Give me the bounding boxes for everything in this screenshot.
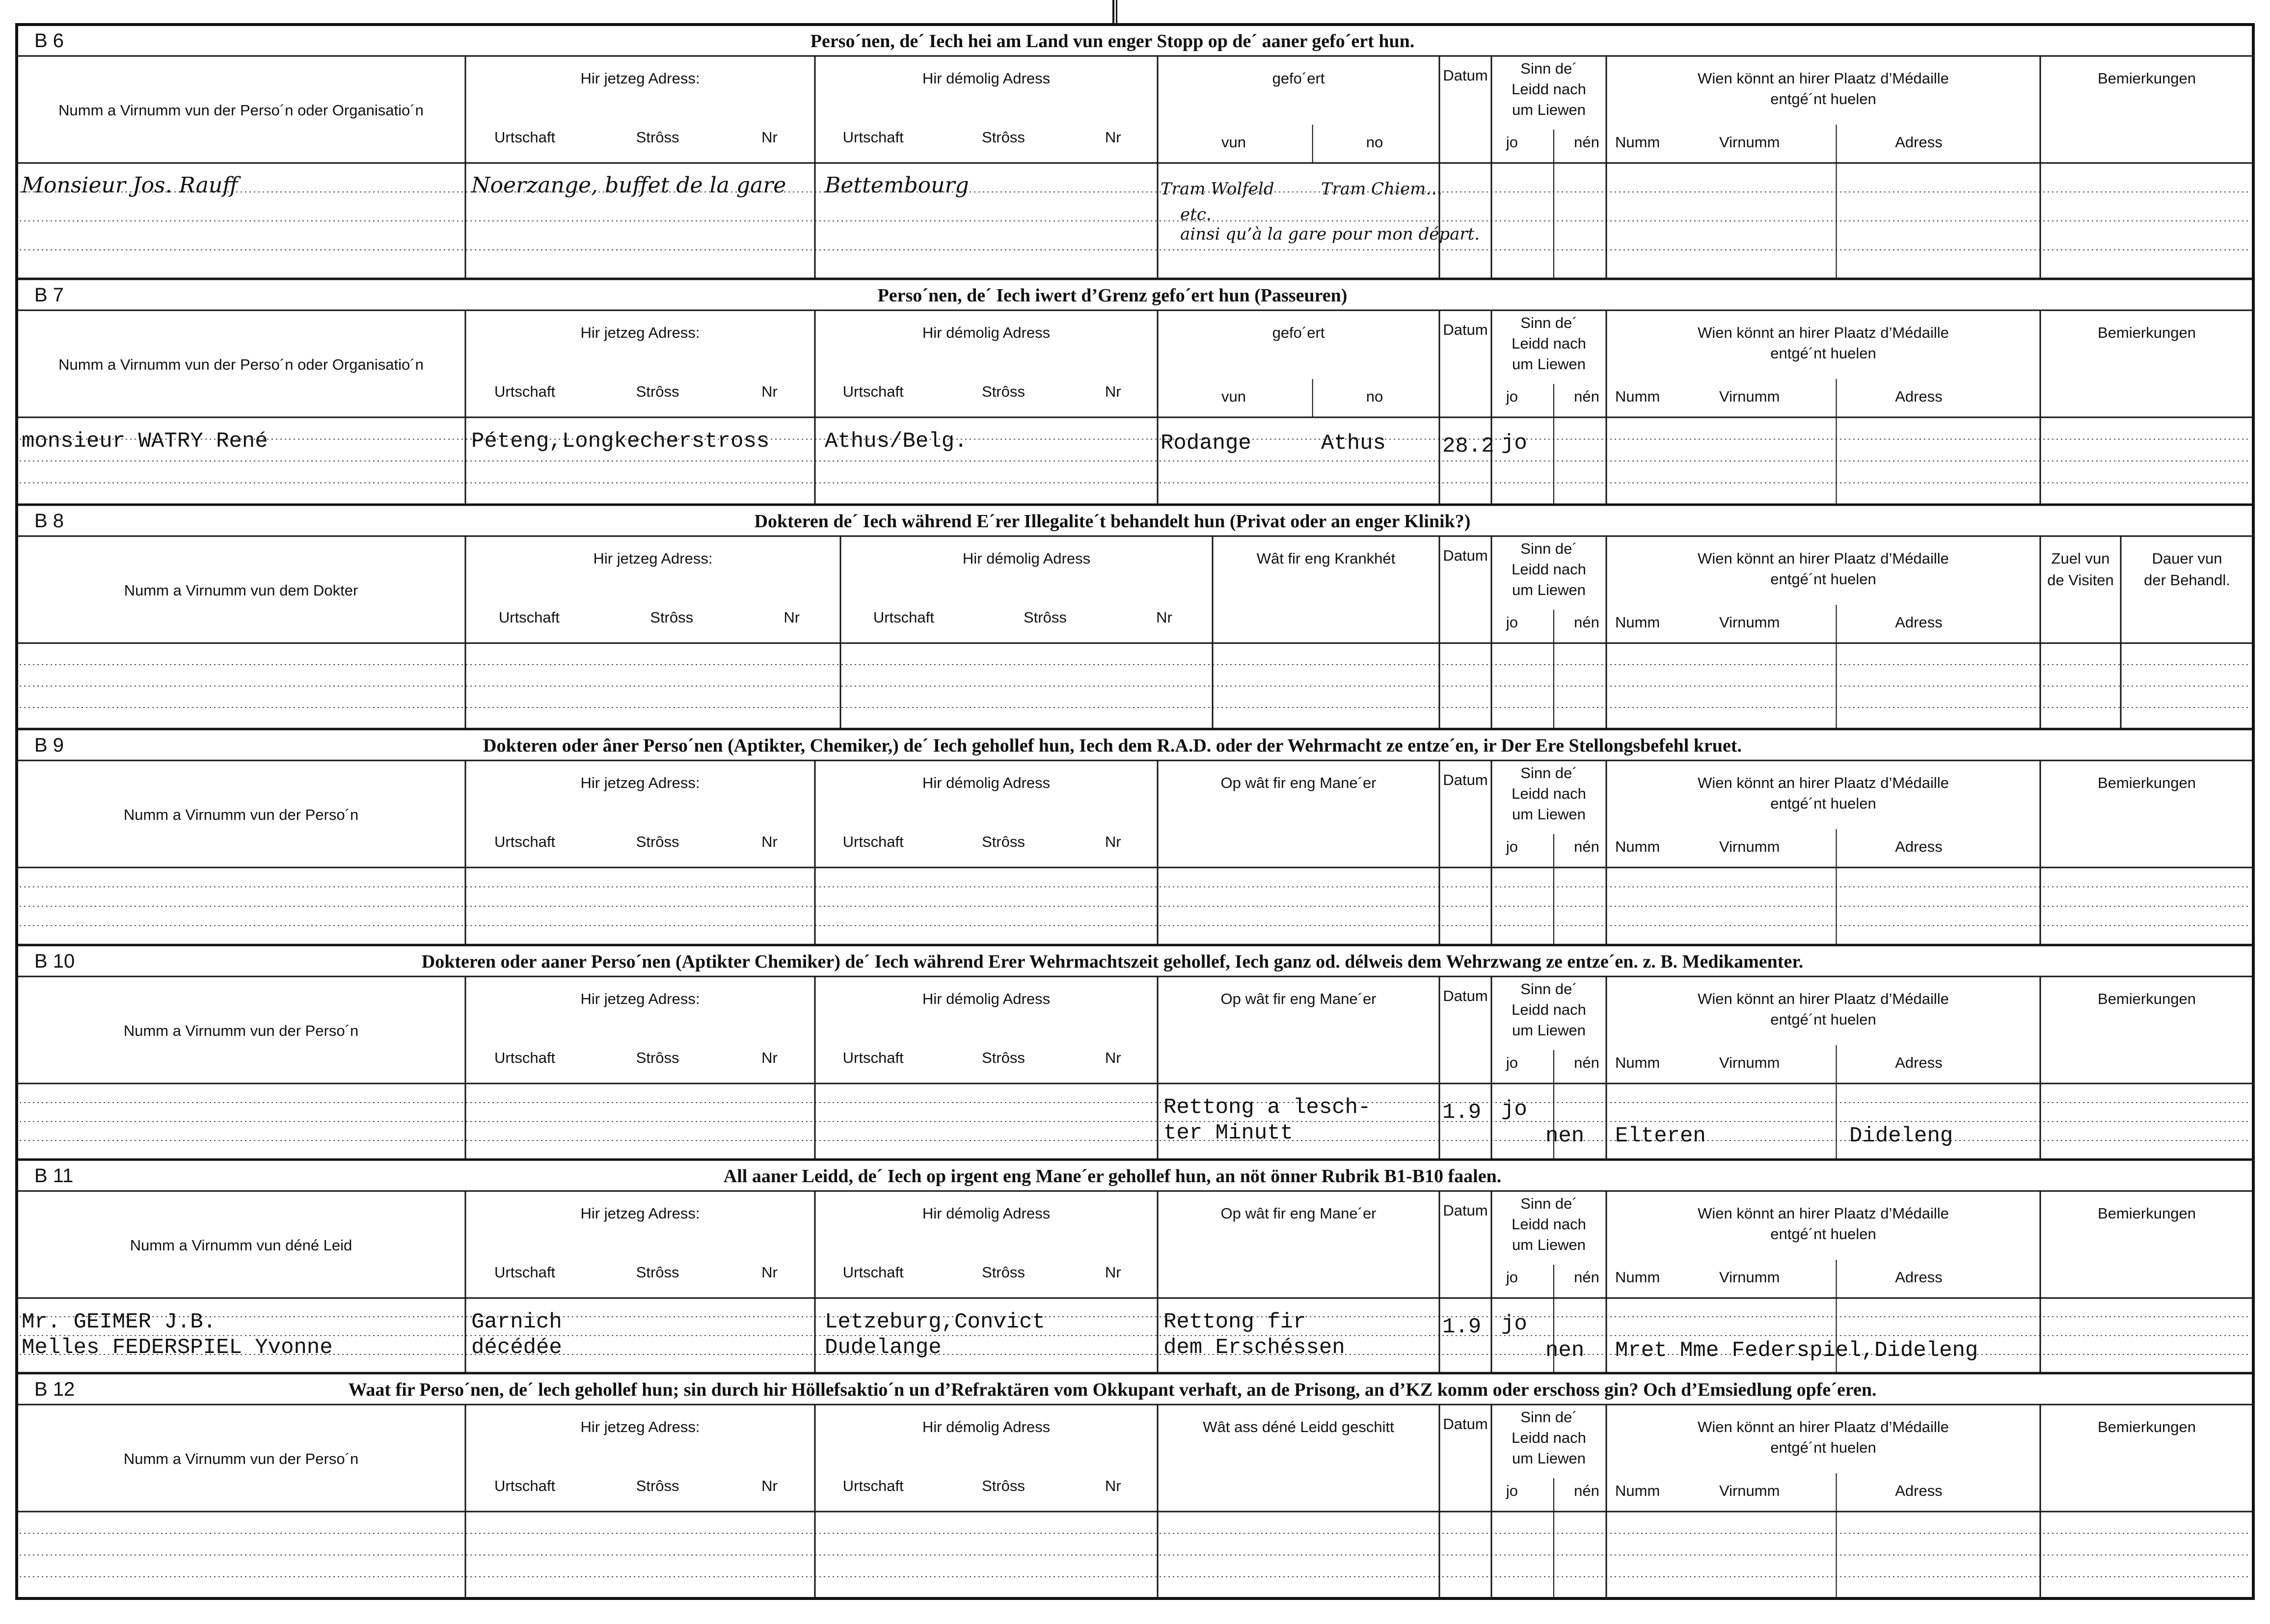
section-code: B 12 [34, 1379, 75, 1400]
value-current-address: Garnich [471, 1310, 562, 1334]
header-jo: jo [1506, 134, 1518, 151]
value-vun: Rodange [1161, 431, 1251, 456]
header-nr: Nr [761, 833, 778, 850]
section-code: B 11 [34, 1165, 74, 1187]
header-datum: Datum [1443, 67, 1488, 84]
value-current-address: décédée [471, 1335, 562, 1360]
value-datum: 1.9 [1442, 1100, 1482, 1125]
header-urtschaft: Urtschaft [842, 383, 904, 400]
value-former-address: Athus/Belg. [825, 429, 968, 454]
section-title: Waat fir Perso´nen, de´ lech gehollef hun; sin durch hir Höllefsaktio´n un d’Refraktären vom Okkupant verhaft, an de Prisong, an d’KZ komm oder erschoss gin? Och d’Emsiedlung opfe´eren. [348, 1380, 1877, 1400]
header-sinn: um Liewen [1512, 1450, 1586, 1467]
header-former-address: Hir démolig Adress [922, 70, 1051, 87]
value-name: Melles FEDERSPIEL Yvonne [22, 1335, 333, 1360]
header-datum: Datum [1443, 547, 1488, 564]
header-nr: Nr [761, 1264, 778, 1281]
header-sinn: Leidd nach [1512, 1001, 1586, 1018]
header-former-address: Hir démolig Adress [922, 774, 1051, 791]
value-name: monsieur WATRY René [22, 429, 268, 454]
header-stross: Strôss [981, 1049, 1025, 1066]
header-urtschaft: Urtschaft [494, 833, 556, 850]
header-datum: Datum [1443, 771, 1488, 788]
header-numm: Numm [1615, 388, 1660, 405]
value-manner: Rettong a lesch- [1163, 1095, 1371, 1120]
header-adress: Adress [1895, 838, 1943, 855]
header-numm: Numm [1615, 134, 1660, 151]
header-current-address: Hir jetzeg Adress: [580, 1205, 700, 1222]
header-stross: Strôss [981, 129, 1025, 146]
header-sinn: um Liewen [1512, 581, 1586, 598]
header-sinn: Leidd nach [1512, 335, 1586, 352]
header-vun: vun [1221, 134, 1246, 151]
header-stross: Strôss [636, 1264, 679, 1281]
value-former-address: Letzeburg,Convict [825, 1310, 1045, 1334]
header-sinn: um Liewen [1512, 1022, 1586, 1039]
header-no: no [1366, 388, 1383, 405]
header-virnumm: Virnumm [1719, 1269, 1780, 1286]
header-adress: Adress [1895, 614, 1943, 631]
header-sinn: Sinn de´ [1520, 980, 1577, 998]
header-sinn: Leidd nach [1512, 1216, 1586, 1233]
header-sinn: Leidd nach [1512, 561, 1586, 578]
header-nr: Nr [1156, 609, 1172, 626]
header-third: Op wât fir eng Mane´er [1220, 774, 1377, 791]
header-former-address: Hir démolig Adress [922, 324, 1051, 341]
header-wien: entgé´nt huelen [1770, 1011, 1876, 1028]
header-jo: jo [1506, 838, 1518, 855]
header-dauer: Dauer vun [2152, 550, 2222, 567]
header-sinn: Sinn de´ [1520, 1195, 1577, 1212]
header-urtschaft: Urtschaft [842, 1477, 904, 1494]
header-nen: nén [1574, 614, 1599, 631]
value-no: Athus [1321, 431, 1386, 456]
header-nr: Nr [1105, 383, 1121, 400]
header-urtschaft: Urtschaft [494, 383, 556, 400]
header-remarks: Bemierkungen [2098, 1205, 2196, 1222]
header-sinn: Sinn de´ [1520, 1408, 1577, 1426]
header-third: Op wât fir eng Mane´er [1220, 990, 1377, 1007]
header-wien: entgé´nt huelen [1770, 1439, 1876, 1456]
header-sinn: Sinn de´ [1520, 314, 1577, 331]
header-adress: Adress [1895, 1269, 1943, 1286]
header-urtschaft: Urtschaft [873, 609, 934, 626]
header-wien: entgé´nt huelen [1770, 345, 1876, 362]
header-stross: Strôss [981, 833, 1025, 850]
header-nen: nén [1574, 388, 1599, 405]
header-wien: entgé´nt huelen [1770, 1225, 1876, 1243]
header-urtschaft: Urtschaft [842, 833, 904, 850]
header-dauer: der Behandl. [2144, 571, 2230, 589]
header-nen: nén [1574, 134, 1599, 151]
header-virnumm: Virnumm [1719, 838, 1780, 855]
header-former-address: Hir démolig Adress [922, 1205, 1051, 1222]
header-datum: Datum [1443, 1415, 1488, 1433]
header-current-address: Hir jetzeg Adress: [593, 550, 713, 567]
header-adress: Adress [1895, 134, 1943, 151]
header-numm: Numm [1615, 614, 1660, 631]
header-wien: Wien könnt an hirer Plaatz d’Médaille [1698, 1205, 1949, 1222]
header-nen: nén [1574, 1054, 1599, 1071]
header-current-address: Hir jetzeg Adress: [580, 70, 700, 87]
header-adress: Adress [1895, 1482, 1943, 1499]
value-name: Mr. GEIMER J.B. [22, 1310, 216, 1334]
header-former-address: Hir démolig Adress [922, 990, 1051, 1007]
header-adress: Adress [1895, 388, 1943, 405]
header-wien: Wien könnt an hirer Plaatz d’Médaille [1698, 1418, 1949, 1435]
header-wien: Wien könnt an hirer Plaatz d’Médaille [1698, 70, 1949, 87]
value-wien-adress: Dideleng [1849, 1124, 1953, 1148]
header-stross: Strôss [981, 383, 1025, 400]
header-stross: Strôss [636, 1477, 679, 1494]
header-remarks: Bemierkungen [2098, 70, 2196, 87]
header-third: gefo´ert [1272, 70, 1325, 87]
header-stross: Strôss [636, 833, 679, 850]
header-wien: entgé´nt huelen [1770, 570, 1876, 588]
header-urtschaft: Urtschaft [842, 129, 904, 146]
value-datum: 1.9 [1442, 1315, 1482, 1339]
value-former-address: Dudelange [825, 1335, 942, 1360]
header-nr: Nr [1105, 1477, 1121, 1494]
header-nen: nén [1574, 838, 1599, 855]
header-third: Wât fir eng Krankhét [1256, 550, 1396, 567]
header-urtschaft: Urtschaft [494, 1049, 556, 1066]
header-current-address: Hir jetzeg Adress: [580, 1418, 700, 1435]
value-jo: jo [1501, 431, 1527, 456]
header-virnumm: Virnumm [1719, 1482, 1780, 1499]
header-sinn: Sinn de´ [1520, 764, 1577, 782]
header-wien: Wien könnt an hirer Plaatz d’Médaille [1698, 990, 1949, 1007]
value-no: Tram Chiem… [1321, 179, 1443, 199]
header-no: no [1366, 134, 1383, 151]
header-third: Op wât fir eng Mane´er [1220, 1205, 1377, 1222]
header-name: Numm a Virnumm vun der Perso´n oder Organisatio´n [58, 102, 424, 119]
header-name: Numm a Virnumm vun der Perso´n [123, 1450, 359, 1467]
header-remarks: Bemierkungen [2098, 324, 2196, 341]
value-former-address: Bettembourg [825, 173, 969, 198]
header-nr: Nr [761, 1049, 778, 1066]
header-datum: Datum [1443, 987, 1488, 1004]
value-handwritten-note: etc. [1180, 205, 1212, 224]
value-handwritten-note: ainsi qu’à la gare pour mon départ. [1180, 224, 1480, 244]
header-nen: nén [1574, 1482, 1599, 1499]
header-nr: Nr [784, 609, 800, 626]
header-sinn: Leidd nach [1512, 1429, 1586, 1446]
section-code: B 8 [34, 510, 64, 532]
value-manner: ter Minutt [1163, 1121, 1294, 1145]
header-nr: Nr [1105, 129, 1121, 146]
header-zuel: Zuel vun [2051, 550, 2110, 567]
header-nr: Nr [1105, 1049, 1121, 1066]
header-zuel: de Visiten [2047, 571, 2114, 589]
header-nr: Nr [1105, 833, 1121, 850]
section-title: Dokteren oder âner Perso´nen (Aptikter, Chemiker,) de´ Iech gehollef hun, Iech dem R.A.D. oder der Wehrmacht ze entze´en, ir Der Ere Stellongsbefehl kruet. [483, 735, 1742, 756]
header-current-address: Hir jetzeg Adress: [580, 324, 700, 341]
header-wien: entgé´nt huelen [1770, 90, 1876, 108]
header-urtschaft: Urtschaft [494, 1477, 556, 1494]
section-title: Perso´nen, de´ Iech iwert d’Grenz gefo´ert hun (Passeuren) [877, 285, 1348, 306]
section-code: B 10 [34, 950, 75, 972]
header-numm: Numm [1615, 838, 1660, 855]
value-current-address: Péteng,Longkecherstross [471, 429, 770, 454]
header-remarks: Bemierkungen [2098, 774, 2196, 791]
header-third: Wât ass déné Leidd geschitt [1203, 1418, 1394, 1435]
value-name: Monsieur Jos. Rauff [22, 173, 238, 198]
header-name: Numm a Virnumm vun dem Dokter [124, 582, 358, 599]
section-code: B 9 [34, 734, 64, 756]
header-numm: Numm [1615, 1482, 1660, 1499]
header-datum: Datum [1443, 321, 1488, 338]
header-current-address: Hir jetzeg Adress: [580, 990, 700, 1007]
header-urtschaft: Urtschaft [494, 129, 556, 146]
header-name: Numm a Virnumm vun der Perso´n oder Organisatio´n [58, 356, 424, 373]
header-stross: Strôss [650, 609, 694, 626]
header-urtschaft: Urtschaft [842, 1049, 904, 1066]
value-wien-numm: Mret Mme Federspiel,Dideleng [1615, 1338, 1978, 1363]
header-urtschaft: Urtschaft [498, 609, 560, 626]
header-jo: jo [1506, 1482, 1518, 1499]
value-manner: dem Erschéssen [1163, 1335, 1345, 1360]
section-title: Perso´nen, de´ Iech hei am Land vun enger Stopp op de´ aaner gefo´ert hun. [810, 31, 1415, 52]
header-stross: Strôss [636, 1049, 679, 1066]
header-sinn: Leidd nach [1512, 81, 1586, 98]
header-nr: Nr [761, 383, 778, 400]
header-name: Numm a Virnumm vun der Perso´n [123, 1022, 359, 1039]
header-nr: Nr [761, 129, 778, 146]
header-stross: Strôss [981, 1477, 1025, 1494]
header-virnumm: Virnumm [1719, 1054, 1780, 1071]
header-virnumm: Virnumm [1719, 614, 1780, 631]
section-code: B 7 [34, 284, 64, 306]
header-sinn: Leidd nach [1512, 785, 1586, 802]
header-sinn: um Liewen [1512, 806, 1586, 823]
header-sinn: um Liewen [1512, 355, 1586, 373]
header-virnumm: Virnumm [1719, 388, 1780, 405]
header-stross: Strôss [1023, 609, 1067, 626]
header-third: gefo´ert [1272, 324, 1325, 341]
header-stross: Strôss [981, 1264, 1025, 1281]
header-sinn: um Liewen [1512, 1236, 1586, 1253]
value-nen: nen [1545, 1338, 1585, 1363]
header-datum: Datum [1443, 1202, 1488, 1219]
header-nen: nén [1574, 1269, 1599, 1286]
header-nr: Nr [761, 1477, 778, 1494]
header-name: Numm a Virnumm vun déné Leid [130, 1237, 352, 1254]
header-vun: vun [1221, 388, 1246, 405]
value-manner: Rettong fir [1163, 1310, 1306, 1334]
header-numm: Numm [1615, 1269, 1660, 1286]
value-wien-numm: Elteren [1615, 1124, 1706, 1148]
header-stross: Strôss [636, 383, 679, 400]
section-title: Dokteren oder aaner Perso´nen (Aptikter Chemiker) de´ Iech während Erer Wehrmachtszeit gehollef, Iech ganz od. délweis dem Wehrzwang ze entze´en. z. B. Medikamenter. [421, 951, 1804, 972]
header-remarks: Bemierkungen [2098, 990, 2196, 1007]
header-jo: jo [1506, 1054, 1518, 1071]
section-code: B 6 [34, 30, 64, 52]
value-nen: nen [1545, 1124, 1585, 1148]
header-wien: Wien könnt an hirer Plaatz d’Médaille [1698, 550, 1949, 567]
header-wien: Wien könnt an hirer Plaatz d’Médaille [1698, 774, 1949, 791]
header-name: Numm a Virnumm vun der Perso´n [123, 806, 359, 823]
header-virnumm: Virnumm [1719, 134, 1780, 151]
header-numm: Numm [1615, 1054, 1660, 1071]
header-sinn: um Liewen [1512, 101, 1586, 118]
header-stross: Strôss [636, 129, 679, 146]
header-nr: Nr [1105, 1264, 1121, 1281]
header-urtschaft: Urtschaft [842, 1264, 904, 1281]
header-remarks: Bemierkungen [2098, 1418, 2196, 1435]
value-jo: jo [1501, 1312, 1527, 1336]
header-adress: Adress [1895, 1054, 1943, 1071]
section-title: Dokteren de´ Iech während E´rer Illegalite´t behandelt hun (Privat oder an enger Klinik?) [754, 511, 1471, 532]
value-vun: Tram Wolfeld [1161, 179, 1274, 199]
value-current-address: Noerzange, buffet de la gare [471, 173, 786, 198]
header-wien: entgé´nt huelen [1770, 795, 1876, 812]
value-jo: jo [1501, 1097, 1527, 1122]
header-sinn: Sinn de´ [1520, 60, 1577, 77]
header-former-address: Hir démolig Adress [962, 550, 1091, 567]
header-current-address: Hir jetzeg Adress: [580, 774, 700, 791]
header-jo: jo [1506, 614, 1518, 631]
header-sinn: Sinn de´ [1520, 540, 1577, 557]
header-jo: jo [1506, 1269, 1518, 1286]
header-urtschaft: Urtschaft [494, 1264, 556, 1281]
header-former-address: Hir démolig Adress [922, 1418, 1051, 1435]
header-jo: jo [1506, 388, 1518, 405]
header-wien: Wien könnt an hirer Plaatz d’Médaille [1698, 324, 1949, 341]
value-datum: 28.2 [1442, 434, 1494, 459]
section-title: All aaner Leidd, de´ Iech op irgent eng Mane´er gehollef hun, an nöt önner Rubrik B1-B10 faalen. [723, 1166, 1502, 1187]
